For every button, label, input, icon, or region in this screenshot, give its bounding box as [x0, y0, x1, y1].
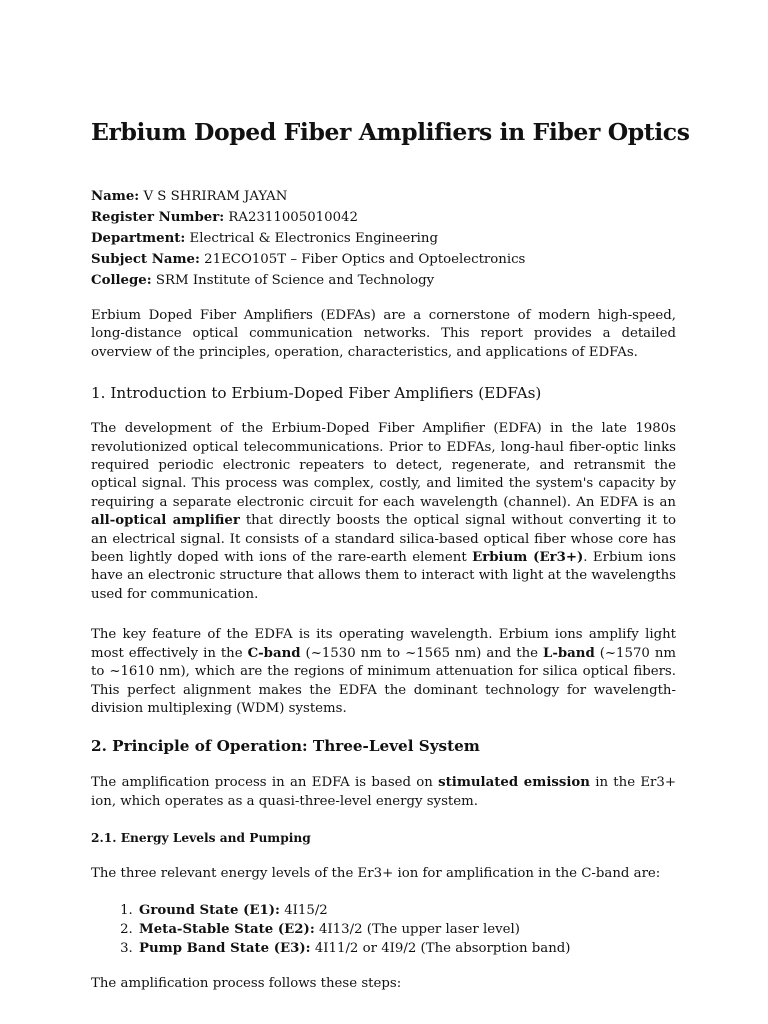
section-1-paragraph-2	[91, 626, 676, 718]
section-2-paragraph-2: The three relevant energy levels of the Er3+ ion for amplification in the C-band are:	[91, 866, 661, 882]
section-2-paragraph-3: The amplification process follows these steps:	[91, 975, 402, 991]
text-run: that directly boosts the optical signal without converting it to an electrical signal. It consists of a standard silica-based optical fiber whose core has been lightly doped with ions of the rare-earth element	[91, 513, 676, 566]
document-title: Erbium Doped Fiber Amplifiers in Fiber Optics	[91, 118, 690, 146]
bold-term: Erbium (Er3+)	[472, 550, 584, 566]
section-1-paragraph-1	[91, 420, 676, 604]
meta-value: SRM Institute of Science and Technology	[151, 273, 435, 288]
list-item	[137, 939, 676, 958]
meta-value: 21ECO105T – Fiber Optics and Optoelectronics	[199, 252, 526, 267]
section-2-paragraph-1	[91, 774, 676, 811]
meta-label: Department:	[91, 231, 186, 246]
bold-term: C-band	[247, 645, 301, 661]
meta-label: Subject Name:	[91, 252, 200, 267]
level-value: 4I15/2	[279, 902, 328, 918]
level-value: 4I13/2 (The upper laser level)	[314, 921, 520, 937]
meta-row-department	[91, 228, 676, 249]
text-run: The key feature of the EDFA is its operating wavelength. Erbium ions amplify light most effectively in the	[91, 627, 676, 661]
intro-paragraph: Erbium Doped Fiber Amplifiers (EDFAs) are a cornerstone of modern high-speed, long-distance optical communication networks. This report provides a detailed overview of the principles, operation, characteristics, and applications of EDFAs.	[91, 308, 676, 360]
text-run: (~1530 nm to ~1565 nm) and the	[300, 645, 544, 661]
level-label: Ground State (E1):	[139, 902, 280, 918]
meta-label: Name:	[91, 189, 140, 204]
bold-term: L-band	[543, 645, 595, 661]
level-label: Meta-Stable State (E2):	[139, 921, 315, 937]
meta-label: College:	[91, 273, 152, 288]
text-run: . Erbium ions have an electronic structure that allows them to interact with light at the wavelengths used for communication.	[91, 550, 677, 602]
section-2-heading: 2. Principle of Operation: Three-Level System	[91, 737, 480, 756]
list-item	[137, 901, 676, 920]
meta-row-college	[91, 270, 676, 291]
bold-term: stimulated emission	[438, 775, 590, 791]
meta-row-name	[91, 186, 676, 207]
meta-label: Register Number:	[91, 210, 225, 225]
meta-value: RA2311005010042	[224, 210, 358, 225]
level-label: Pump Band State (E3):	[139, 940, 311, 956]
level-value: 4I11/2 or 4I9/2 (The absorption band)	[310, 940, 571, 956]
text-run: (~1570 nm to ~1610 nm), which are the regions of minimum attenuation for silica optical fibers. This perfect alignment makes the EDFA the dominant technology for wavelength-division multiplexing (WDM) systems.	[91, 645, 677, 716]
document-page	[91, 118, 690, 993]
energy-levels-list	[91, 901, 676, 958]
text-run: in the Er3+ ion, which operates as a quasi-three-level energy system.	[91, 775, 676, 809]
meta-row-register-number	[91, 207, 676, 228]
meta-value: V S SHRIRAM JAYAN	[139, 189, 288, 204]
bold-term: all-optical amplifier	[91, 513, 240, 529]
text-run: The amplification process in an EDFA is based on	[91, 775, 439, 791]
list-item	[137, 920, 676, 939]
meta-row-subject	[91, 249, 676, 270]
section-1-heading: 1. Introduction to Erbium-Doped Fiber Amplifiers (EDFAs)	[91, 384, 542, 403]
author-details	[91, 186, 676, 291]
text-run: The development of the Erbium-Doped Fiber Amplifier (EDFA) in the late 1980s revolutionized optical telecommunications. Prior to EDFAs, long-haul fiber-optic links required periodic electronic repeaters to detect, regenerate, and retransmit the optical signal. This process was complex, costly, and limited the system's capacity by requiring a separate electronic circuit for each wavelength (channel). An EDFA is an	[91, 421, 676, 510]
meta-value: Electrical & Electronics Engineering	[185, 231, 438, 246]
subsection-heading: 2.1. Energy Levels and Pumping	[91, 831, 311, 846]
